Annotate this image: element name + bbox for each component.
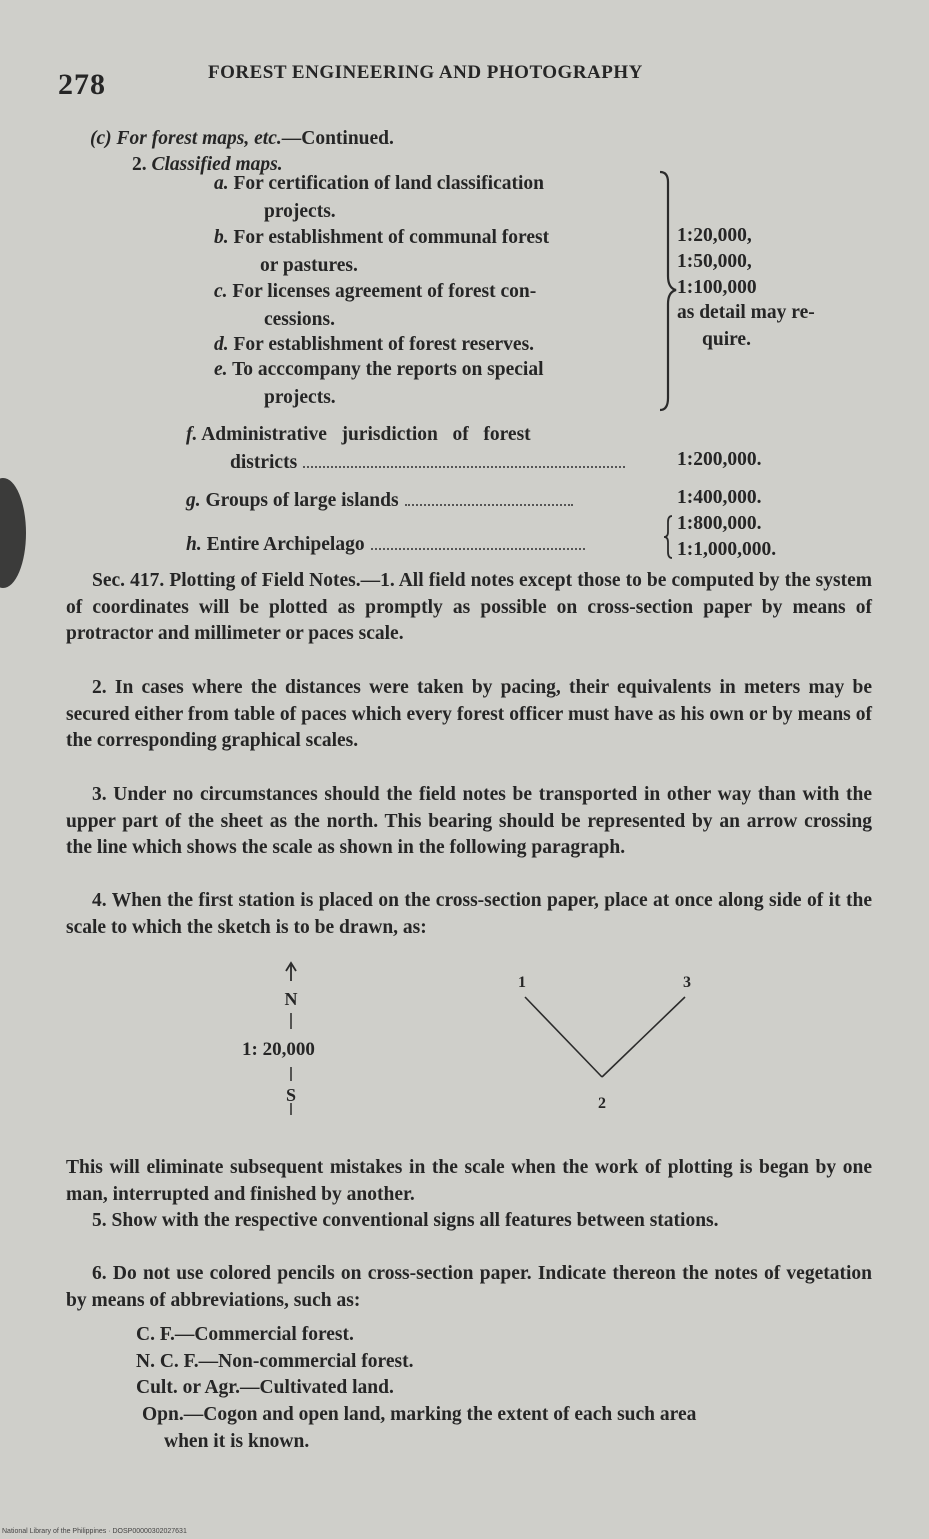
list-item-e-cont: projects. [264, 387, 336, 408]
list-item-c: c. For licenses agreement of forest con- [214, 281, 537, 302]
page-edge-shadow [0, 478, 26, 588]
station-2-label: 2 [598, 1095, 606, 1112]
scale-figure [230, 955, 710, 1125]
figure-scale-label: 1: 20,000 [242, 1039, 315, 1060]
list-item-h: h. Entire Archipelago [186, 534, 591, 556]
paragraph-after-figure: This will eliminate subsequent mistakes in the scale when the work of plotting is began by one man, interrupted and finished by another. [66, 1157, 872, 1205]
north-arrow-icon [286, 963, 296, 981]
scale-20000: 1:20,000, [677, 225, 752, 246]
list-item-d: d. For establishment of forest reserves. [214, 334, 535, 355]
station-3-label: 3 [683, 974, 691, 991]
station-1-label: 1 [518, 974, 526, 991]
sec417-paragraph-3: 3. Under no circumstances should the field notes be transported in other way than with the upper part of the sheet as the north. This bearing should be represented by an arrow crossing the line which shows the scale as shown in the following paragraph. [66, 784, 872, 858]
sec417-paragraph-5: 5. Show with the respective conventional signs all features between stations. [92, 1210, 719, 1231]
abbreviation-cf: C. F.—Commercial forest. [136, 1324, 354, 1345]
list-item-a-cont: projects. [264, 201, 336, 222]
list-item-a: a. For certification of land classification [214, 173, 545, 194]
running-title: FOREST ENGINEERING AND PHOTOGRAPHY [208, 62, 643, 83]
scale-400000: 1:400,000. [677, 487, 762, 508]
abbreviation-ncf: N. C. F.—Non-commercial forest. [136, 1351, 414, 1372]
traverse-line-2-3 [602, 997, 685, 1077]
scale-200000: 1:200,000. [677, 449, 762, 470]
small-brace-icon [662, 514, 676, 560]
south-label: S [285, 1085, 297, 1105]
abbreviation-opn-cont: when it is known. [164, 1431, 310, 1452]
abbreviation-cult: Cult. or Agr.—Cultivated land. [136, 1377, 394, 1398]
page-number: 278 [58, 68, 106, 101]
sec417-paragraph-1: Sec. 417. Plotting of Field Notes.—1. All field notes except those to be computed by the system of coordinates will be plotted as promptly as possible on cross-section paper by means of protractor and millimeter or paces scale. [66, 570, 873, 644]
list-item-f-cont: districts [230, 452, 631, 474]
footer-credit: National Library of the Philippines · DOSP00000302027631 [2, 1528, 187, 1535]
scale-note-2: quire. [702, 329, 751, 350]
item-2-heading: 2. Classified maps. [132, 154, 283, 175]
scale-1000000: 1:1,000,000. [677, 539, 777, 560]
sec417-paragraph-2: 2. In cases where the distances were taken by pacing, their equivalents in meters may be secured either from table of paces which every forest officer must have as his own or by means of the corresponding graphical scales. [66, 677, 872, 751]
scale-100000: 1:100,000 [677, 277, 757, 298]
list-item-e: e. To acccompany the reports on special [214, 359, 544, 380]
list-item-g: g. Groups of large islands [186, 490, 579, 512]
section-c-heading: (c) For forest maps, etc.—Continued. [90, 128, 394, 149]
north-label: N [284, 989, 298, 1009]
list-item-c-cont: cessions. [264, 309, 335, 330]
sec417-paragraph-4: 4. When the first station is placed on the cross-section paper, place at once along side of it the scale to which the sketch is to be drawn, as: [66, 890, 872, 938]
traverse-line-1-2 [525, 997, 602, 1077]
sec417-paragraph-6: 6. Do not use colored pencils on cross-section paper. Indicate thereon the notes of vegetation by means of abbreviations, such as: [66, 1263, 872, 1311]
scale-800000: 1:800,000. [677, 513, 762, 534]
list-item-b: b. For establishment of communal forest [214, 227, 550, 248]
scale-50000: 1:50,000, [677, 251, 752, 272]
abbreviation-opn: Opn.—Cogon and open land, marking the extent of each such area [142, 1404, 697, 1425]
list-item-f: f. Administrative jurisdiction of forest [186, 424, 531, 445]
list-item-b-cont: or pastures. [260, 255, 358, 276]
scale-note-1: as detail may re- [677, 302, 815, 323]
